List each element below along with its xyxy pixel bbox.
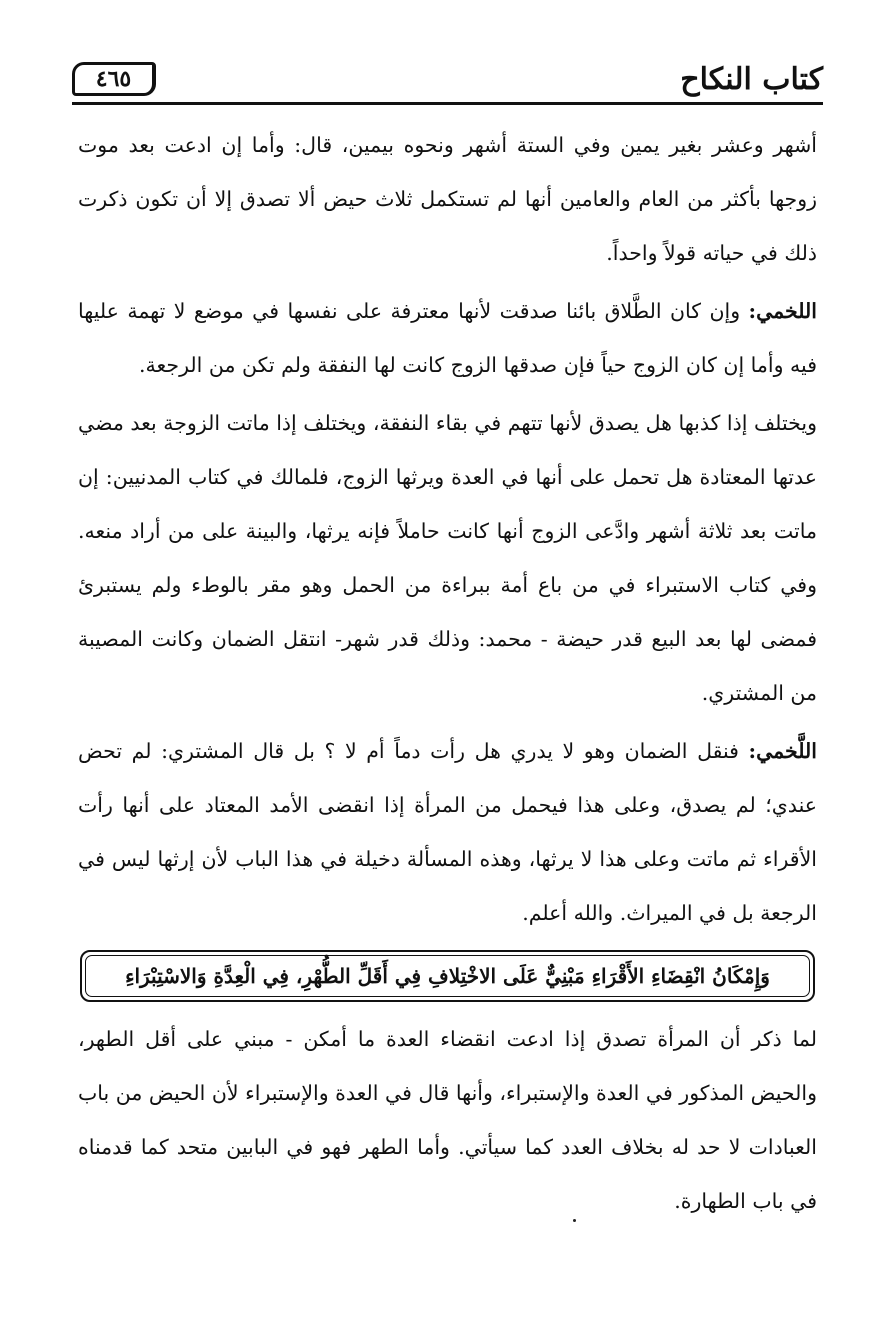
paragraph — [78, 724, 817, 940]
paragraph-text: لما ذكر أن المرأة تصدق إذا ادعت انقضاء العدة ما أمكن - مبني على أقل الطهر، والحيض المذكور في العدة والإستبراء، وأنها قال في العدة والإستبراء لأن الحيض من باب العبادات لا حد له بخلاف العدد كما سيأتي. وأما الطهر فهو في البابين متحد كما قدمناه في باب الطهارة. — [78, 1027, 817, 1213]
paragraph-text: ويختلف إذا كذبها هل يصدق لأنها تتهم في بقاء النفقة، ويختلف إذا ماتت الزوجة بعد مضي عدتها المعتادة هل تحمل على أنها في العدة ويرثها الزوج، فلمالك في كتاب المدنيين: إن ماتت بعد ثلاثة أشهر وادَّعى الزوج أنها كانت حاملاً فإنه يرثها، والبينة على من أراد منعه. وفي كتاب الاستبراء في من باع أمة ببراءة من الحمل وهو مقر بالوطء ولم يستبرئ فمضى لها بعد البيع قدر حيضة - محمد: وذلك قدر شهر- انتقل الضمان وكانت المصيبة من المشتري. — [78, 411, 817, 705]
print-speck — [573, 1219, 576, 1222]
paragraph-text: فنقل الضمان وهو لا يدري هل رأت دماً أم لا ؟ بل قال المشتري: لم تحض عندي؛ لم يصدق، وعلى هذا فيحمل من المرأة إذا انقضى الأمد المعتاد على أنها رأت الأقراء ثم ماتت وعلى هذا لا يرثها، وهذه المسألة دخيلة في هذا الباب لأن إرثها ليس في الرجعة بل في الميراث. والله أعلم. — [78, 739, 817, 925]
header-rule — [72, 102, 823, 105]
chapter-heading: وَإِمْكَانُ انْقِضَاءِ الأَقْرَاءِ مَبْنِيٌّ عَلَى الاخْتِلافِ فِي أَقَلِّ الطُّهْرِ، فِي الْعِدَّةِ وَالاسْتِبْرَاءِ — [125, 964, 770, 988]
paragraph — [78, 396, 817, 720]
paragraph — [78, 1012, 817, 1228]
paragraph-text: وإن كان الطَّلاق بائنا صدقت لأنها معترفة على نفسها في موضع لا تهمة عليها فيه وأما إن كان الزوج حياً فإن صدقها الزوج كانت لها النفقة ولم تكن من الرجعة. — [78, 299, 817, 377]
paragraph — [78, 284, 817, 392]
page-number: ٤٦٥ — [95, 66, 132, 92]
running-title: كتاب النكاح — [680, 62, 823, 97]
chapter-heading-banner — [80, 950, 815, 1002]
paragraph-lead: اللَّخمي: — [748, 739, 817, 763]
paragraph — [78, 118, 817, 280]
page-header — [72, 58, 823, 110]
main-text — [78, 118, 817, 1228]
page-number-frame — [72, 62, 156, 96]
paragraph-lead: اللخمي: — [748, 299, 817, 323]
paragraph-text: أشهر وعشر بغير يمين وفي الستة أشهر ونحوه بيمين، قال: وأما إن ادعت بعد موت زوجها بأكثر من العام والعامين أنها لم تستكمل ثلاث حيض ألا تصدق إلا أن تكون ذكرت ذلك في حياته قولاً واحداً. — [78, 133, 817, 265]
